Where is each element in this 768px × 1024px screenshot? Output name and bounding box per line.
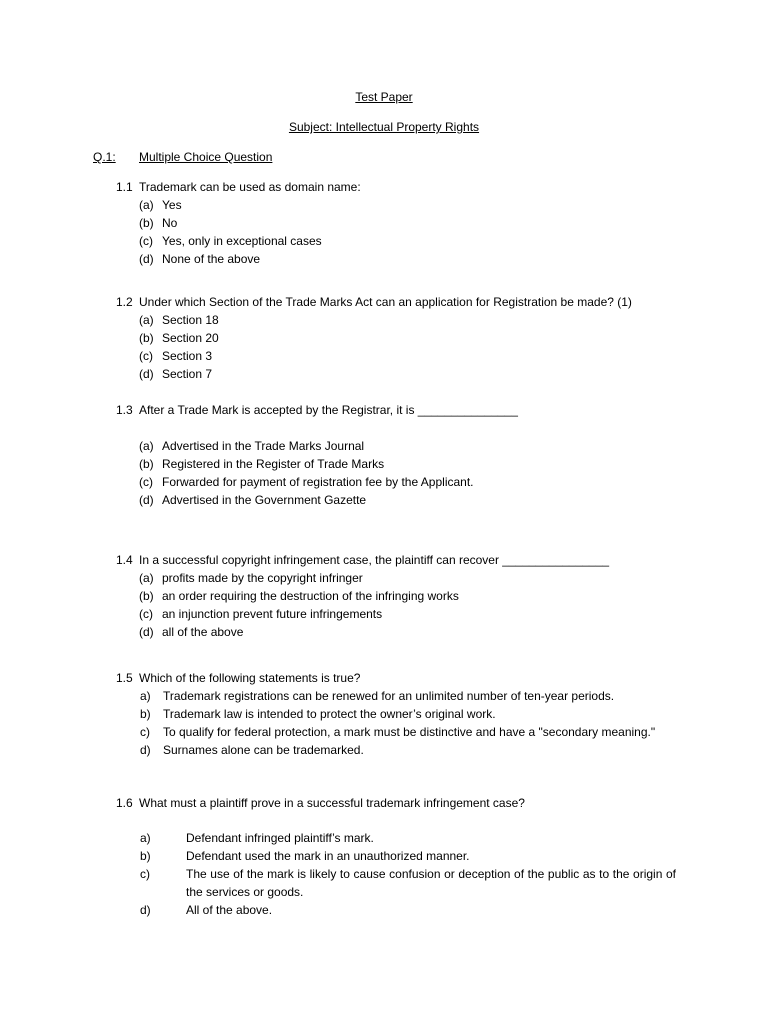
option-c	[116, 473, 676, 491]
option-label: (c)	[139, 607, 153, 621]
option-text: Section 3	[162, 349, 213, 363]
option-text: all of the above	[162, 625, 244, 639]
option-c	[116, 723, 676, 741]
option-b	[116, 455, 676, 473]
option-c	[116, 865, 676, 901]
option-d	[116, 365, 676, 383]
option-a	[116, 829, 676, 847]
option-text: Section 20	[162, 331, 219, 345]
option-text: Trademark registrations can be renewed for an unlimited number of ten-year periods.	[163, 689, 615, 703]
option-label: b)	[140, 707, 151, 721]
option-label: (d)	[139, 367, 154, 381]
question-number: 1.6	[116, 796, 133, 810]
question-text: In a successful copyright infringement case, the plaintiff can recover ________________	[139, 553, 610, 567]
option-label: (a)	[139, 313, 154, 327]
option-a	[116, 437, 676, 455]
option-c	[116, 605, 676, 623]
option-text: Section 7	[162, 367, 213, 381]
option-label: d)	[140, 743, 151, 757]
option-list	[116, 829, 676, 919]
option-text: an injunction prevent future infringements	[162, 607, 383, 621]
option-text: No	[162, 216, 178, 230]
question-text: What must a plaintiff prove in a successful trademark infringement case?	[139, 796, 525, 810]
question-number: 1.3	[116, 403, 133, 417]
option-text: To qualify for federal protection, a mark must be distinctive and have a "secondary meaning."	[163, 725, 656, 739]
document-subject: Subject: Intellectual Property Rights	[288, 120, 480, 134]
option-label: (d)	[139, 493, 154, 507]
option-label: c)	[140, 867, 150, 881]
question-1-1	[116, 178, 676, 268]
section-heading: Multiple Choice Question	[139, 150, 273, 164]
option-b	[116, 329, 676, 347]
option-text: profits made by the copyright infringer	[162, 571, 363, 585]
question-1-3	[116, 401, 676, 509]
option-list	[116, 569, 676, 641]
option-a	[116, 311, 676, 329]
option-b	[116, 847, 676, 865]
option-text: Trademark law is intended to protect the owner’s original work.	[163, 707, 496, 721]
option-label: (a)	[139, 571, 154, 585]
option-text: Defendant infringed plaintiff’s mark.	[186, 831, 374, 845]
option-label: (d)	[139, 252, 154, 266]
option-b	[116, 214, 676, 232]
option-text: Advertised in the Government Gazette	[162, 493, 367, 507]
option-d	[116, 901, 676, 919]
question-1-2	[116, 293, 676, 383]
option-label: c)	[140, 725, 150, 739]
option-label: (a)	[139, 198, 154, 212]
question-number: 1.1	[116, 180, 133, 194]
option-label: (d)	[139, 625, 154, 639]
question-text: Which of the following statements is true?	[139, 671, 361, 685]
option-d	[116, 491, 676, 509]
option-list	[116, 687, 676, 759]
question-1-5	[116, 669, 676, 759]
option-text: an order requiring the destruction of the infringing works	[162, 589, 459, 603]
question-text: Under which Section of the Trade Marks Act can an application for Registration be made? (1)	[139, 295, 632, 309]
option-d	[116, 741, 676, 759]
option-a	[116, 196, 676, 214]
option-text: The use of the mark is likely to cause confusion or deception of the public as to the origin of the services or goods.	[186, 867, 676, 899]
option-b	[116, 587, 676, 605]
question-text: Trademark can be used as domain name:	[139, 180, 361, 194]
question-number: 1.4	[116, 553, 133, 567]
option-label: (b)	[139, 589, 154, 603]
option-text: Advertised in the Trade Marks Journal	[162, 439, 365, 453]
option-text: Defendant used the mark in an unauthorized manner.	[186, 849, 470, 863]
question-text: After a Trade Mark is accepted by the Registrar, it is _______________	[139, 403, 518, 417]
option-label: (c)	[139, 234, 153, 248]
option-label: (b)	[139, 331, 154, 345]
option-label: (b)	[139, 457, 154, 471]
document-title: Test Paper	[355, 90, 413, 104]
question-number: 1.2	[116, 295, 133, 309]
option-label: a)	[140, 689, 151, 703]
option-c	[116, 347, 676, 365]
option-d	[116, 250, 676, 268]
option-c	[116, 232, 676, 250]
option-label: (a)	[139, 439, 154, 453]
option-label: (c)	[139, 349, 153, 363]
option-text: Yes	[162, 198, 182, 212]
option-label: b)	[140, 849, 151, 863]
option-b	[116, 705, 676, 723]
question-1-6	[116, 794, 676, 919]
option-label: a)	[140, 831, 151, 845]
option-label: (b)	[139, 216, 154, 230]
option-text: Surnames alone can be trademarked.	[163, 743, 364, 757]
option-d	[116, 623, 676, 641]
option-text: Registered in the Register of Trade Marks	[162, 457, 385, 471]
option-list	[116, 437, 676, 509]
option-a	[116, 569, 676, 587]
option-a	[116, 687, 676, 705]
section-number: Q.1:	[93, 150, 116, 164]
option-label: (c)	[139, 475, 153, 489]
option-text: Yes, only in exceptional cases	[162, 234, 322, 248]
option-text: Section 18	[162, 313, 219, 327]
option-text: Forwarded for payment of registration fee by the Applicant.	[162, 475, 474, 489]
question-1-4	[116, 551, 676, 641]
question-number: 1.5	[116, 671, 133, 685]
option-label: d)	[140, 903, 151, 917]
option-text: None of the above	[162, 252, 261, 266]
option-text: All of the above.	[186, 903, 273, 917]
option-list	[116, 196, 676, 268]
option-list	[116, 311, 676, 383]
